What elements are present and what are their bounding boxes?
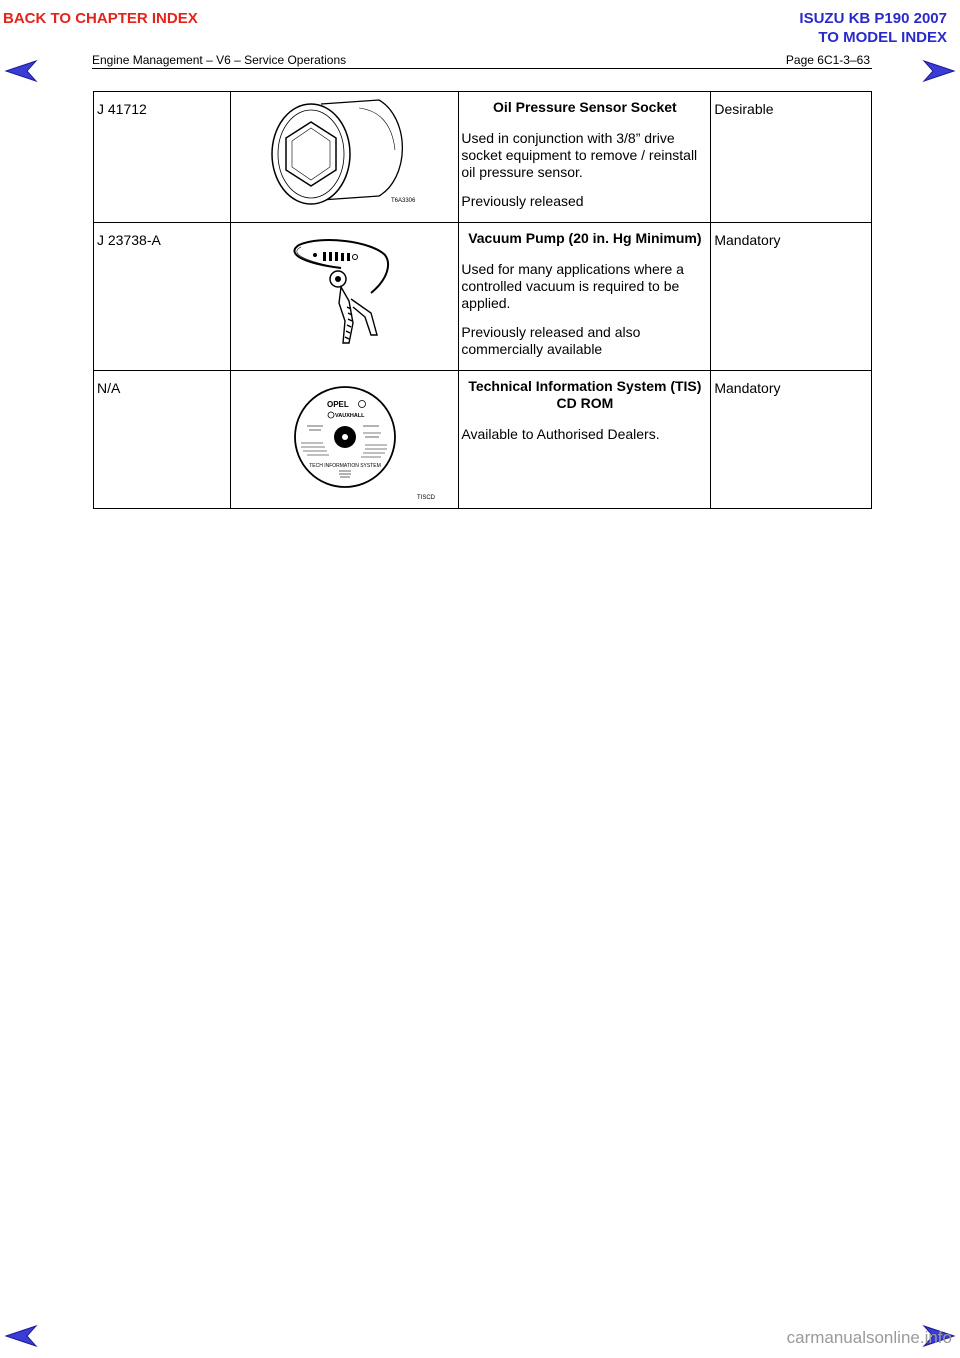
tool-number: J 41712 <box>97 101 147 117</box>
tool-description: Used for many applications where a controlled vacuum is required to be applied. <box>461 261 684 311</box>
tool-release-status: Previously released <box>461 193 584 209</box>
table-row <box>94 371 872 509</box>
tool-description: Available to Authorised Dealers. <box>461 426 660 442</box>
tool-category: Desirable <box>714 101 774 117</box>
image-code: T6A3306 <box>390 198 415 204</box>
table-row <box>94 92 872 223</box>
model-title: ISUZU KB P190 2007 <box>799 10 947 27</box>
tool-illustration-cell <box>230 371 459 509</box>
watermark: carmanualsonline.info <box>786 1328 952 1347</box>
tool-title: Oil Pressure Sensor Socket <box>493 99 677 115</box>
tool-category: Mandatory <box>714 232 781 248</box>
tool-title: Vacuum Pump (20 in. Hg Minimum) <box>468 230 702 246</box>
tool-release-status: Previously released and also commercially available <box>461 324 641 357</box>
back-to-chapter-index-link[interactable]: BACK TO CHAPTER INDEX <box>3 10 198 27</box>
image-code: TISCD <box>416 495 435 501</box>
cd-brand-vauxhall: VAUXHALL <box>334 413 365 419</box>
next-page-arrow-icon[interactable] <box>922 59 956 83</box>
cd-brand-opel: OPEL <box>326 400 349 409</box>
tool-title: Technical Information System (TIS) CD ROM <box>468 378 702 411</box>
tool-number: J 23738-A <box>97 232 161 248</box>
tool-category-cell <box>711 92 872 223</box>
page-number: Page 6C1-3–63 <box>785 53 870 67</box>
tool-description-cell <box>459 371 711 509</box>
cd-rom-icon <box>231 371 459 505</box>
tool-illustration-cell <box>230 92 459 223</box>
section-title: Engine Management – V6 – Service Operations <box>92 53 347 67</box>
vacuum-pump-icon <box>231 223 459 361</box>
previous-page-arrow-icon[interactable] <box>4 59 38 83</box>
tool-illustration-cell <box>230 223 459 371</box>
tool-category: Mandatory <box>714 380 781 396</box>
tool-number: N/A <box>97 380 121 396</box>
back-to-model-index-link[interactable]: TO MODEL INDEX <box>818 29 947 46</box>
tool-number-cell <box>94 223 231 371</box>
tool-description-cell <box>459 223 711 371</box>
socket-icon <box>231 92 459 214</box>
tool-number-cell <box>94 92 231 223</box>
tool-category-cell <box>711 223 872 371</box>
cd-system-label: TECH INFORMATION SYSTEM <box>308 463 381 469</box>
special-tools-table <box>93 91 872 509</box>
tool-description: Used in conjunction with 3/8” drive socket equipment to remove / reinstall oil pressure sensor. <box>461 130 698 180</box>
tool-category-cell <box>711 371 872 509</box>
tool-number-cell <box>94 371 231 509</box>
tool-description-cell <box>459 92 711 223</box>
header-rule <box>92 68 872 69</box>
previous-page-arrow-icon[interactable] <box>4 1324 38 1348</box>
table-row <box>94 223 872 371</box>
